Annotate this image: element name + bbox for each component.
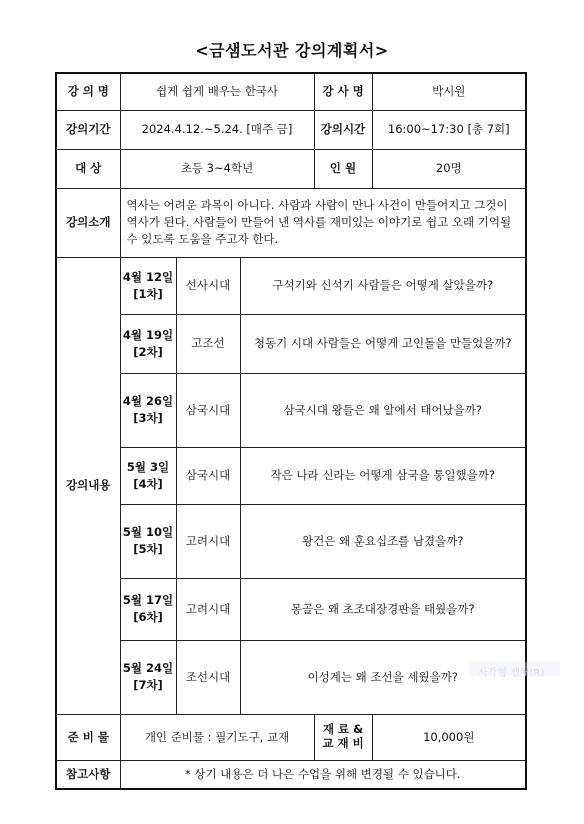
lecture-plan-table bbox=[55, 72, 527, 790]
value-course-name: 쉽게 쉽게 배우는 한국사 bbox=[120, 73, 314, 110]
row-course bbox=[56, 73, 526, 110]
session-row bbox=[56, 447, 526, 504]
session-era: 선사시대 bbox=[176, 257, 240, 314]
session-date-text: 5월 17일 bbox=[122, 593, 174, 608]
session-era: 고조선 bbox=[176, 314, 240, 373]
label-lecturer: 강 사 명 bbox=[314, 73, 372, 110]
session-date bbox=[120, 373, 176, 447]
value-capacity: 20명 bbox=[372, 149, 526, 188]
session-number: [4차] bbox=[133, 476, 163, 491]
row-period bbox=[56, 110, 526, 149]
session-topic: 왕건은 왜 훈요십조를 남겼을까? bbox=[240, 504, 526, 578]
session-topic: 삼국시대 왕들은 왜 알에서 태어났을까? bbox=[240, 373, 526, 447]
session-number: [1차] bbox=[133, 286, 163, 301]
value-target: 초등 3~4학년 bbox=[120, 149, 314, 188]
session-number: [3차] bbox=[133, 411, 163, 425]
session-date-text: 4월 19일 bbox=[122, 327, 174, 342]
session-era: 고려시대 bbox=[176, 578, 240, 640]
session-era: 조선시대 bbox=[176, 640, 240, 714]
label-course-name: 강 의 명 bbox=[56, 73, 120, 110]
row-notes bbox=[56, 760, 526, 789]
label-notes: 참고사항 bbox=[56, 760, 120, 789]
session-row bbox=[56, 257, 526, 314]
label-period: 강의기간 bbox=[56, 110, 120, 149]
session-date bbox=[120, 447, 176, 504]
label-supplies: 준 비 물 bbox=[56, 714, 120, 760]
session-date bbox=[120, 504, 176, 578]
session-number: [7차] bbox=[133, 678, 163, 692]
session-topic: 이성계는 왜 조선을 세웠을까? bbox=[240, 640, 526, 714]
session-row bbox=[56, 578, 526, 640]
session-number: [2차] bbox=[133, 344, 163, 359]
session-row bbox=[56, 504, 526, 578]
session-date bbox=[120, 257, 176, 314]
value-time: 16:00~17:30 [총 7회] bbox=[372, 110, 526, 149]
row-intro bbox=[56, 188, 526, 257]
label-intro: 강의소개 bbox=[56, 188, 120, 257]
document-title: <금샘도서관 강의계획서> bbox=[195, 41, 389, 60]
label-time: 강의시간 bbox=[314, 110, 372, 149]
label-target: 대 상 bbox=[56, 149, 120, 188]
label-materials-fee: 재 료 & 교 재 비 bbox=[314, 714, 372, 760]
row-supplies bbox=[56, 714, 526, 760]
session-date-text: 4월 12일 bbox=[122, 269, 174, 284]
value-intro: 역사는 어려운 과목이 아니다. 사람과 사람이 만나 사건이 만들어지고 그것이 역사가 된다. 사람들이 만들어 낸 역사를 재미있는 이야기로 쉽고 오래 기억될 수 있도록 도움을 주고자 한다. bbox=[120, 188, 526, 257]
value-lecturer: 박시원 bbox=[372, 73, 526, 110]
value-materials-fee: 10,000원 bbox=[372, 714, 526, 760]
session-date bbox=[120, 640, 176, 714]
label-content: 강의내용 bbox=[56, 257, 120, 714]
session-topic: 작은 나라 신라는 어떻게 삼국을 통일했을까? bbox=[240, 447, 526, 504]
session-date bbox=[120, 314, 176, 373]
value-supplies: 개인 준비물 : 필기도구, 교재 bbox=[120, 714, 314, 760]
session-number: [6차] bbox=[133, 610, 163, 624]
value-period: 2024.4.12.~5.24. [매주 금] bbox=[120, 110, 314, 149]
session-topic: 몽골은 왜 초조대장경판을 태웠을까? bbox=[240, 578, 526, 640]
capture-watermark: 사각형 캡처(R) bbox=[478, 668, 545, 679]
session-topic: 구석기와 신석기 사람들은 어떻게 살았을까? bbox=[240, 257, 526, 314]
session-date-text: 5월 24일 bbox=[122, 661, 174, 676]
value-notes: * 상기 내용은 더 나은 수업을 위해 변경될 수 있습니다. bbox=[120, 760, 526, 789]
session-row bbox=[56, 640, 526, 714]
session-date-text: 5월 3일 bbox=[126, 459, 170, 474]
session-row bbox=[56, 373, 526, 447]
label-capacity: 인 원 bbox=[314, 149, 372, 188]
session-topic: 청동기 시대 사람들은 어떻게 고인돌을 만들었을까? bbox=[240, 314, 526, 373]
session-number: [5차] bbox=[133, 542, 163, 556]
session-era: 고려시대 bbox=[176, 504, 240, 578]
session-era: 삼국시대 bbox=[176, 447, 240, 504]
row-target bbox=[56, 149, 526, 188]
session-era: 삼국시대 bbox=[176, 373, 240, 447]
session-date bbox=[120, 578, 176, 640]
session-date-text: 5월 10일 bbox=[122, 525, 174, 540]
session-row bbox=[56, 314, 526, 373]
session-date-text: 4월 26일 bbox=[122, 394, 174, 409]
